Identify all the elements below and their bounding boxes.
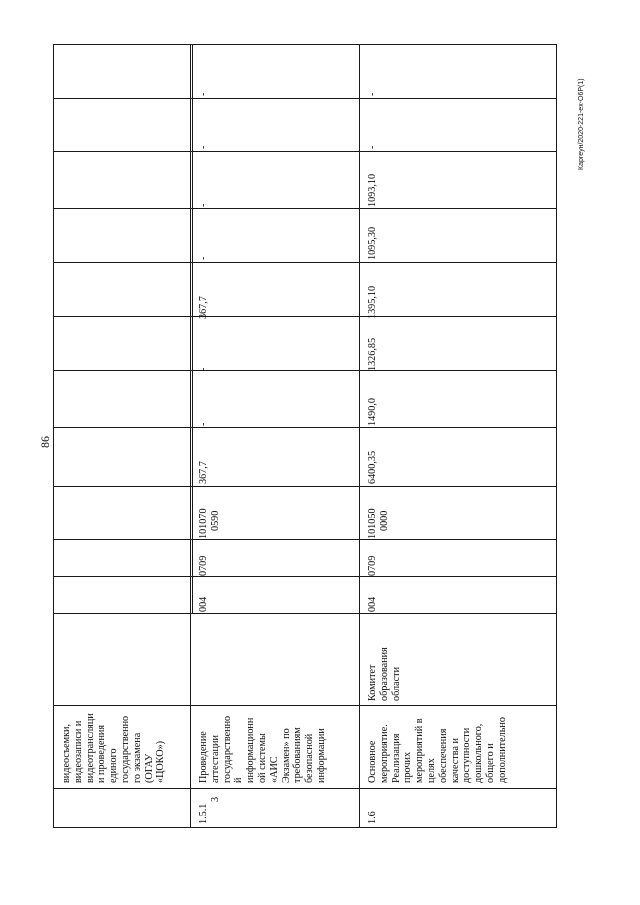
value-cell: - xyxy=(198,422,209,426)
value-cell: - xyxy=(198,367,209,371)
document-code: Каргеун/2020-221-ex-O6P(1) xyxy=(578,78,585,170)
column-divider xyxy=(53,486,557,487)
description-cell: Проведение аттестации государственно й информационн ой системы «АИС Экзамен» по требованиям безопасной информации xyxy=(198,715,327,783)
value-cell: - xyxy=(367,145,378,149)
value-cell: 1095,30 xyxy=(367,226,378,260)
table-border-top xyxy=(53,44,557,45)
column-divider xyxy=(53,576,557,577)
value-cell: 1490,0 xyxy=(367,397,378,426)
value-cell: - xyxy=(198,203,209,207)
grbs-cell: 004 xyxy=(367,596,378,612)
value-cell: 1395,10 xyxy=(367,285,378,319)
description-cell: видеосъемки, видеозаписи и видеотрансляци и проведения единого государственно го экзамена (ОГАУ «ЦОКО») xyxy=(61,713,167,783)
row-number: 1.5.1 3 xyxy=(198,796,221,824)
column-divider xyxy=(53,613,557,614)
row-number: 1.6 xyxy=(367,811,378,824)
grbs-cell: 004 xyxy=(198,596,209,612)
column-divider xyxy=(53,262,557,263)
column-divider xyxy=(53,316,557,317)
column-divider xyxy=(53,788,557,789)
column-divider xyxy=(53,151,557,152)
value-cell: 367,7 xyxy=(198,461,209,484)
description-cell: Основное мероприятие. Реализация прочих мероприятий в целях обеспечения качества и доступности дошкольного, общего и дополнительно xyxy=(367,717,508,783)
value-cell: 1326,85 xyxy=(367,337,378,371)
page-number: 86 xyxy=(38,436,52,448)
value-cell: - xyxy=(198,145,209,149)
column-divider xyxy=(53,705,557,706)
value-cell: 367,7 xyxy=(198,296,209,319)
value-cell: 1093,10 xyxy=(367,173,378,207)
table-border-right xyxy=(556,44,557,828)
rzpr-cell: 0709 xyxy=(367,555,378,576)
table-row-divider xyxy=(192,44,193,614)
table-border-left xyxy=(53,44,54,828)
csr-cell: 101050 0000 xyxy=(367,508,390,539)
rzpr-cell: 0709 xyxy=(198,555,209,576)
table-row-divider xyxy=(359,44,360,828)
column-divider xyxy=(53,367,557,371)
value-cell: - xyxy=(198,92,209,96)
column-divider xyxy=(53,98,557,99)
column-divider xyxy=(53,208,557,209)
column-divider xyxy=(53,539,557,540)
value-cell: - xyxy=(367,92,378,96)
executor-cell: Комитет образования области xyxy=(367,647,402,701)
table-border-bottom xyxy=(53,827,557,828)
column-divider xyxy=(53,427,557,428)
value-cell: - xyxy=(198,256,209,260)
value-cell: 6400,35 xyxy=(367,450,378,484)
csr-cell: 101070 0590 xyxy=(198,508,221,539)
